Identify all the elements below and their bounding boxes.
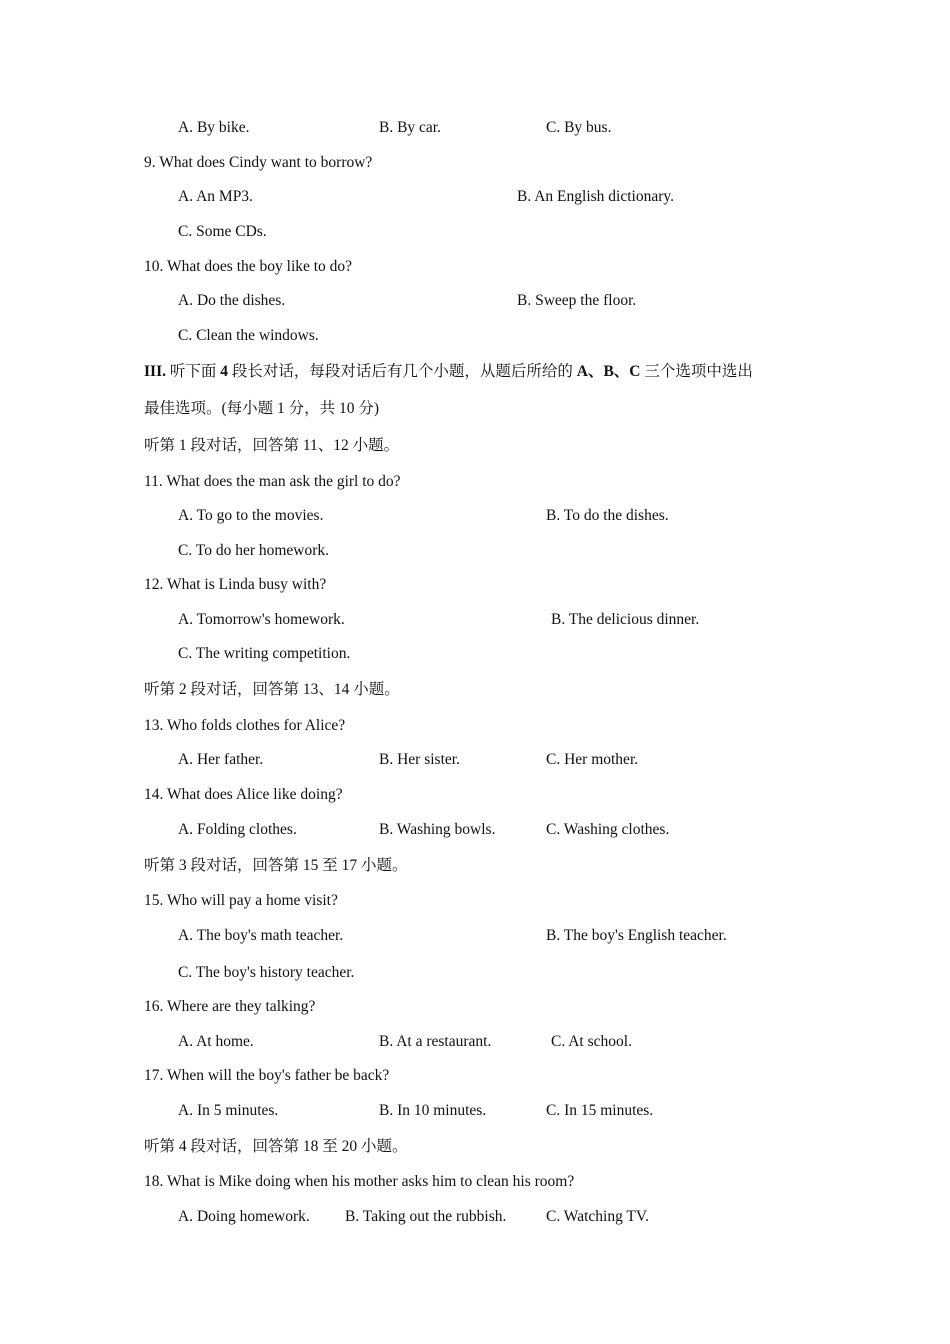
dialog-2-heading: 听第 2 段对话，回答第 13、14 小题。 bbox=[144, 681, 400, 698]
q15-question: 15. Who will pay a home visit? bbox=[144, 892, 338, 909]
q11-option-a: A. To go to the movies. bbox=[178, 507, 324, 524]
q14-option-a: A. Folding clothes. bbox=[178, 821, 297, 838]
q10-option-b: B. Sweep the floor. bbox=[517, 292, 637, 309]
q12-option-b: B. The delicious dinner. bbox=[551, 611, 700, 628]
q16-question: 16. Where are they talking? bbox=[144, 998, 316, 1015]
q14-question: 14. What does Alice like doing? bbox=[144, 786, 343, 803]
q16-option-b: B. At a restaurant. bbox=[379, 1033, 492, 1050]
dialog-4-heading: 听第 4 段对话，回答第 18 至 20 小题。 bbox=[144, 1138, 408, 1155]
dialog-3-heading: 听第 3 段对话，回答第 15 至 17 小题。 bbox=[144, 857, 408, 874]
q14-option-b: B. Washing bowls. bbox=[379, 821, 496, 838]
q16-option-c: C. At school. bbox=[551, 1033, 632, 1050]
section-3-text-3: 三个选项中选出 bbox=[640, 363, 753, 380]
q15-option-b: B. The boy's English teacher. bbox=[546, 927, 727, 944]
q17-option-a: A. In 5 minutes. bbox=[178, 1102, 279, 1119]
q15-option-a: A. The boy's math teacher. bbox=[178, 927, 344, 944]
section-3-instructions bbox=[144, 362, 753, 382]
q17-question: 17. When will the boy's father be back? bbox=[144, 1067, 390, 1084]
q9-option-c: C. Some CDs. bbox=[178, 223, 267, 240]
q8-option-a: A. By bike. bbox=[178, 119, 250, 136]
q18-option-b: B. Taking out the rubbish. bbox=[345, 1208, 507, 1225]
q13-option-b: B. Her sister. bbox=[379, 751, 460, 768]
q15-option-c: C. The boy's history teacher. bbox=[178, 964, 355, 981]
dialog-1-heading: 听第 1 段对话，回答第 11、12 小题。 bbox=[144, 437, 400, 454]
q18-option-c: C. Watching TV. bbox=[546, 1208, 649, 1225]
section-3-text-2: 段长对话，每段对话后有几个小题，从题后所给的 bbox=[228, 363, 577, 380]
q9-option-b: B. An English dictionary. bbox=[517, 188, 674, 205]
q11-question: 11. What does the man ask the girl to do? bbox=[144, 473, 401, 490]
q10-question: 10. What does the boy like to do? bbox=[144, 258, 353, 275]
q12-question: 12. What is Linda busy with? bbox=[144, 576, 327, 593]
q8-option-c: C. By bus. bbox=[546, 119, 612, 136]
q13-option-a: A. Her father. bbox=[178, 751, 264, 768]
q12-option-a: A. Tomorrow's homework. bbox=[178, 611, 345, 628]
q17-option-b: B. In 10 minutes. bbox=[379, 1102, 487, 1119]
q17-option-c: C. In 15 minutes. bbox=[546, 1102, 654, 1119]
q13-option-c: C. Her mother. bbox=[546, 751, 639, 768]
section-3-count: 4 bbox=[220, 363, 228, 380]
q13-question: 13. Who folds clothes for Alice? bbox=[144, 717, 346, 734]
q9-option-a: A. An MP3. bbox=[178, 188, 253, 205]
q8-option-b: B. By car. bbox=[379, 119, 441, 136]
section-3-instructions-line-2: 最佳选项。(每小题 1 分，共 10 分) bbox=[144, 400, 380, 417]
q9-question: 9. What does Cindy want to borrow? bbox=[144, 154, 373, 171]
section-3-text-1: 听下面 bbox=[165, 363, 221, 380]
q18-option-a: A. Doing homework. bbox=[178, 1208, 310, 1225]
q11-option-b: B. To do the dishes. bbox=[546, 507, 669, 524]
q16-option-a: A. At home. bbox=[178, 1033, 254, 1050]
q12-option-c: C. The writing competition. bbox=[178, 645, 351, 662]
q10-option-a: A. Do the dishes. bbox=[178, 292, 286, 309]
q14-option-c: C. Washing clothes. bbox=[546, 821, 670, 838]
section-3-abc: A、B、C bbox=[576, 363, 641, 380]
q11-option-c: C. To do her homework. bbox=[178, 542, 330, 559]
q10-option-c: C. Clean the windows. bbox=[178, 327, 319, 344]
section-3-number: III. bbox=[144, 363, 166, 380]
q18-question: 18. What is Mike doing when his mother asks him to clean his room? bbox=[144, 1173, 575, 1190]
